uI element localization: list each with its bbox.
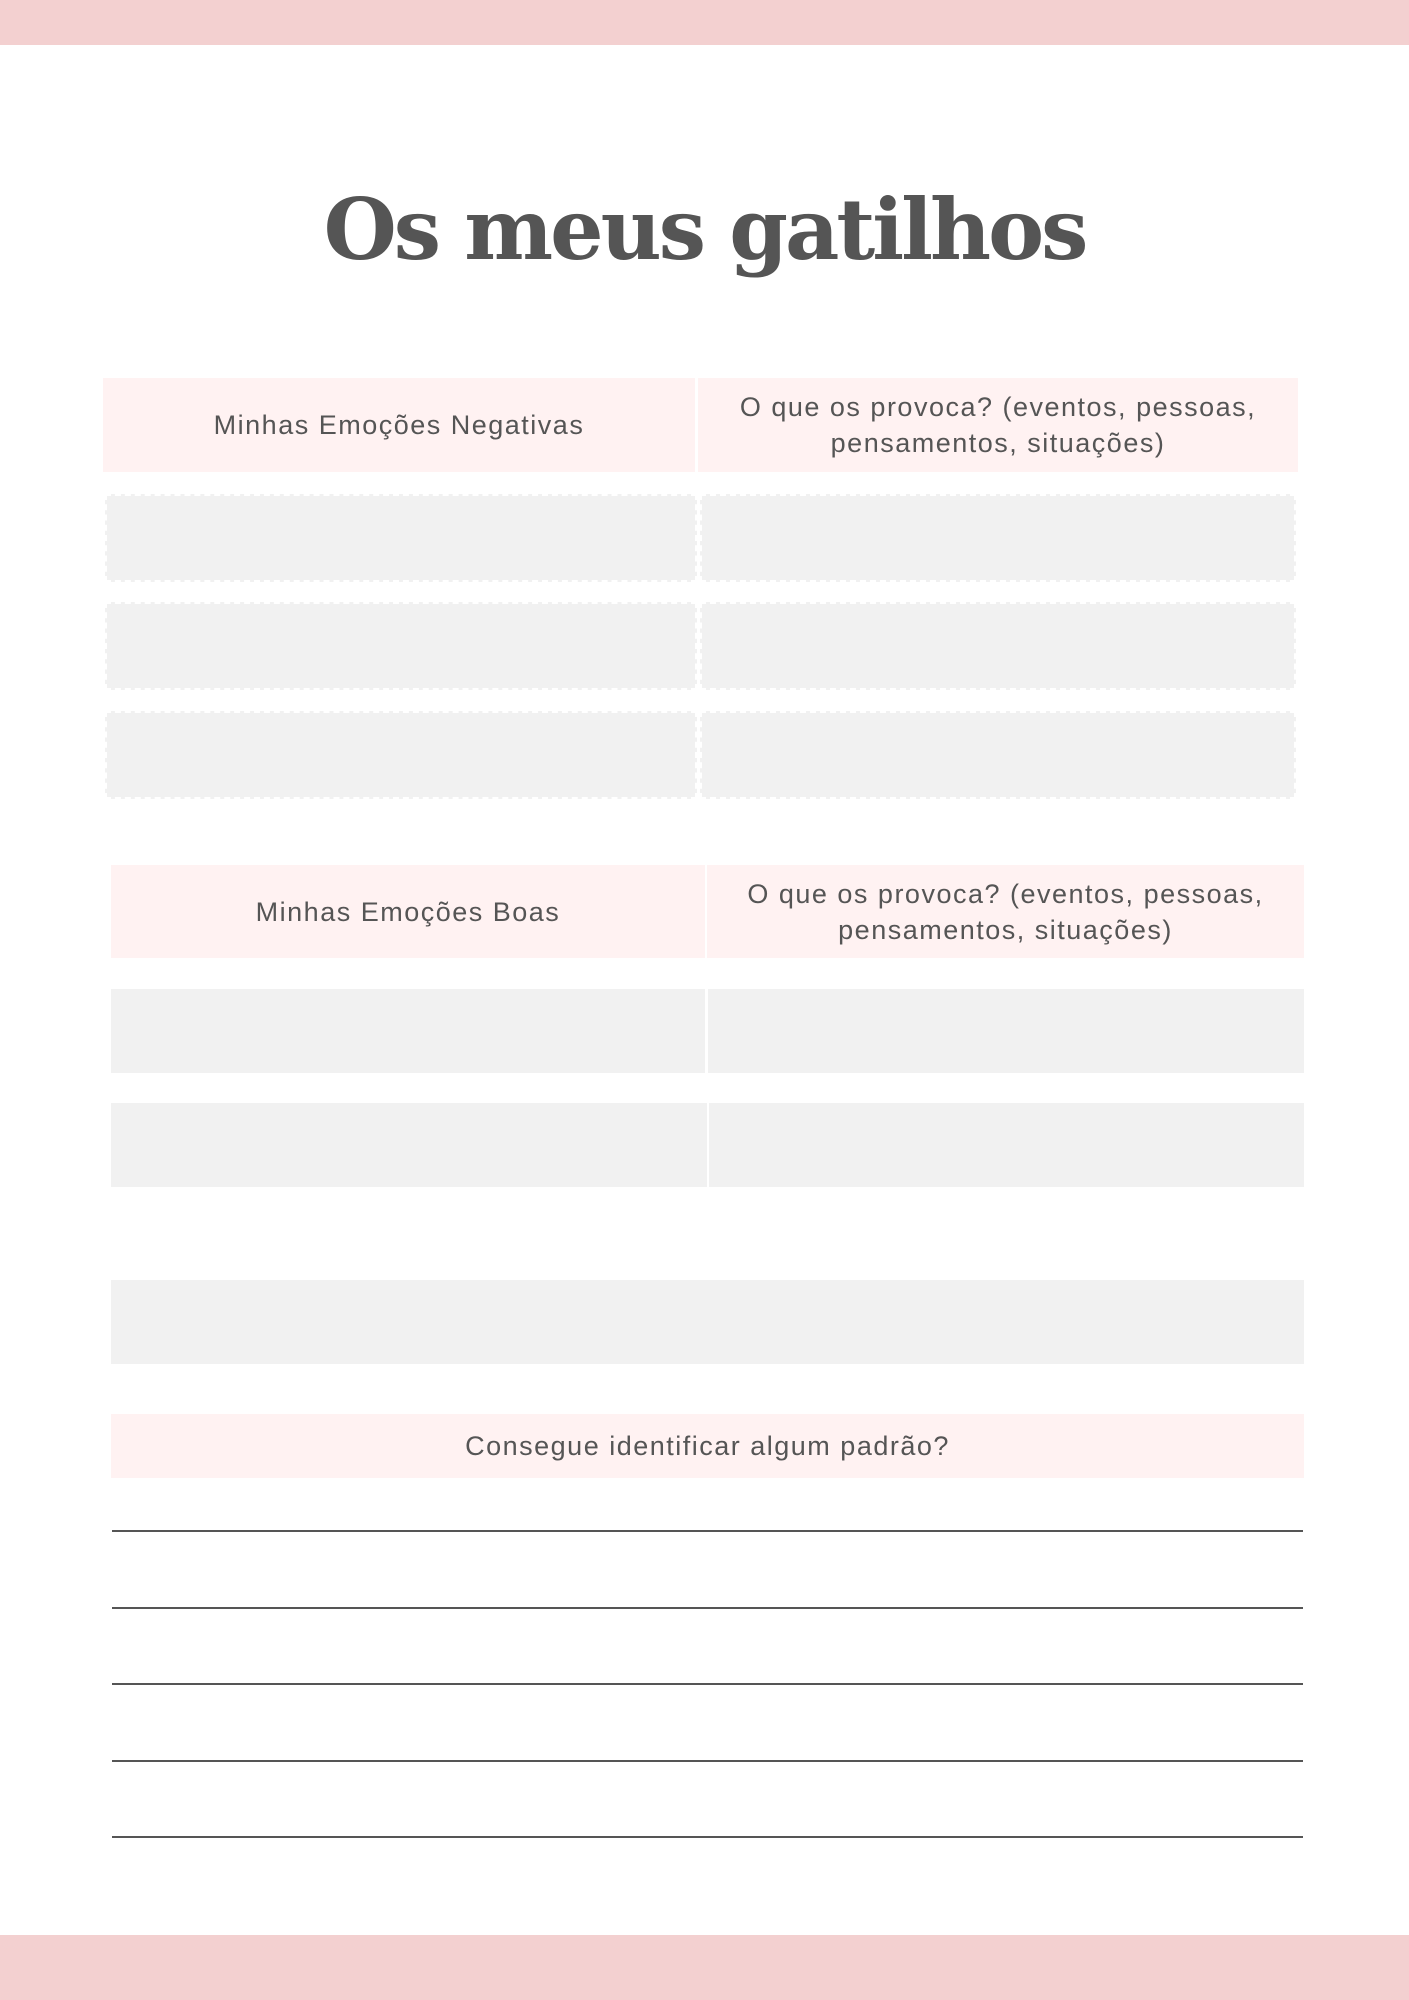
writing-line-1[interactable] xyxy=(112,1530,1303,1532)
bottom-decorative-band xyxy=(0,1935,1409,2000)
good-trigger-cell-1[interactable] xyxy=(708,989,1304,1073)
good-triggers-header: O que os provoca? (eventos, pessoas, pensamentos, situações) xyxy=(707,865,1304,958)
good-trigger-cell-2[interactable] xyxy=(709,1103,1304,1187)
writing-line-5[interactable] xyxy=(112,1836,1303,1838)
negative-emotion-cell-1[interactable] xyxy=(105,494,697,582)
pattern-question-header: Consegue identificar algum padrão? xyxy=(111,1414,1304,1478)
negative-triggers-header: O que os provoca? (eventos, pessoas, pensamentos, situações) xyxy=(698,378,1298,472)
good-emotion-cell-2[interactable] xyxy=(111,1103,707,1187)
blank-wide-field[interactable] xyxy=(111,1280,1304,1364)
good-emotion-cell-1[interactable] xyxy=(111,989,705,1073)
negative-emotions-header: Minhas Emoções Negativas xyxy=(103,378,695,472)
negative-emotion-cell-3[interactable] xyxy=(105,711,697,799)
page-title: Os meus gatilhos xyxy=(323,180,1086,279)
negative-trigger-cell-3[interactable] xyxy=(700,711,1296,799)
good-emotions-header: Minhas Emoções Boas xyxy=(111,865,705,958)
negative-emotion-cell-2[interactable] xyxy=(105,602,697,690)
negative-trigger-cell-1[interactable] xyxy=(700,494,1296,582)
writing-line-2[interactable] xyxy=(112,1607,1303,1609)
writing-line-4[interactable] xyxy=(112,1760,1303,1762)
negative-trigger-cell-2[interactable] xyxy=(700,602,1296,690)
writing-line-3[interactable] xyxy=(112,1683,1303,1685)
top-decorative-band xyxy=(0,0,1409,45)
